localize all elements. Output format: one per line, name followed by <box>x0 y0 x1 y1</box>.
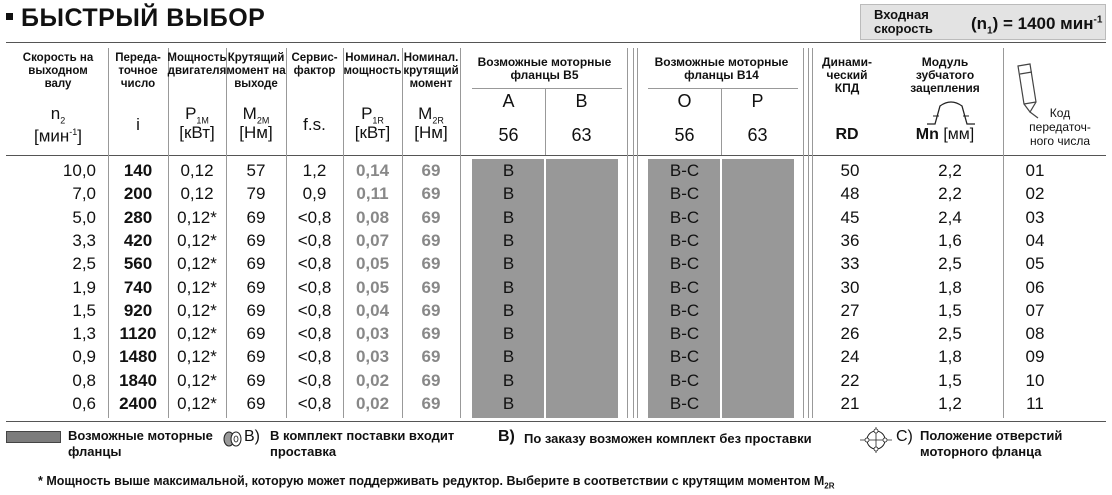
cell-n2: 1,3 <box>72 324 96 344</box>
header-b5-flanges: Возможные моторные фланцы B5 <box>477 55 612 82</box>
b14-size-p: 63 <box>747 125 768 145</box>
cell-p1r: 0,04 <box>355 300 390 320</box>
cell-p1m: 0,12* <box>177 347 217 367</box>
cell-fs: <0,8 <box>297 394 332 413</box>
col-divider <box>803 48 804 418</box>
cell-m2r: 69 <box>421 254 441 274</box>
symbol-p1r: $P_{1R}$ <box>361 104 384 126</box>
cell-i: 920 <box>123 300 153 320</box>
input-speed-box <box>860 4 1106 40</box>
cell-m2m: 69 <box>246 230 266 250</box>
cell-i: 420 <box>123 230 153 250</box>
cell-b5: B <box>502 184 515 204</box>
cell-p1m: 0,12* <box>177 254 217 274</box>
cell-p1m: 0,12 <box>180 161 214 180</box>
col-divider <box>460 48 461 418</box>
cell-n2: 7,0 <box>72 184 96 204</box>
gear-tooth-profile-icon <box>925 98 977 128</box>
cell-b14: B-C <box>669 161 700 180</box>
cell-mn: 1,5 <box>938 300 962 320</box>
page-title: БЫСТРЫЙ ВЫБОР <box>6 4 265 33</box>
cell-code: 01 <box>1025 161 1045 180</box>
cell-b14: B-C <box>669 347 700 367</box>
cell-m2m: 69 <box>246 277 266 297</box>
cell-mn: 2,5 <box>938 324 962 344</box>
cell-m2m: 79 <box>246 184 266 204</box>
cell-p1m: 0,12* <box>177 370 217 390</box>
cell-m2m: 57 <box>246 161 266 180</box>
cell-m2r: 69 <box>421 277 441 297</box>
legend-spacer-text: В комплект поставки входит проставка <box>270 428 455 459</box>
header-nominal-torque: Номинал. крутящий момент <box>403 52 459 90</box>
cell-mn: 1,8 <box>938 347 962 367</box>
cell-rd: 21 <box>840 394 860 413</box>
cell-rd: 27 <box>840 300 860 320</box>
cell-m2r: 69 <box>421 394 441 413</box>
symbol-mn: Mn [мм] <box>915 126 975 143</box>
bullet-square-icon <box>6 13 13 20</box>
cell-i: 1480 <box>119 347 157 367</box>
cell-m2r: 69 <box>421 324 441 344</box>
symbol-n2: $n_2$ <box>50 104 66 126</box>
cell-n2: 1,5 <box>72 300 96 320</box>
b14-col-o: O <box>677 91 692 111</box>
cell-i: 280 <box>123 207 153 227</box>
cell-m2r: 69 <box>421 161 441 180</box>
input-speed-value: $(n_1) = 1400$ мин$^{-1}$ <box>971 14 1103 37</box>
cell-rd: 36 <box>840 230 860 250</box>
pencil-icon <box>1010 60 1050 122</box>
symbol-p1m: $P_{1M}$ <box>185 104 209 126</box>
cell-n2: 10,0 <box>62 161 96 180</box>
cell-p1r: 0,03 <box>355 324 390 344</box>
legend-order-text: По заказу возможен комплект без проставки <box>524 431 812 446</box>
cell-code: 07 <box>1025 300 1045 320</box>
cell-b14: B-C <box>669 394 700 413</box>
spacer-icon <box>222 430 244 448</box>
col-divider <box>627 48 628 418</box>
cell-b14: B-C <box>669 324 700 344</box>
cell-m2m: 69 <box>246 324 266 344</box>
cell-rd: 26 <box>840 324 860 344</box>
b14-col-p: P <box>751 91 764 111</box>
cell-m2r: 69 <box>421 370 441 390</box>
header-efficiency: Динами- ческий КПД <box>821 55 873 95</box>
header-gear-module: Модуль зубчатого зацепления <box>910 55 980 95</box>
symbol-p1m-unit: [кВт] <box>179 123 215 142</box>
cell-n2: 5,0 <box>72 207 96 227</box>
cell-rd: 33 <box>840 254 860 274</box>
b5-col-a: A <box>502 91 515 111</box>
cell-b5: B <box>502 370 515 390</box>
cell-code: 03 <box>1025 207 1045 227</box>
cell-b5: B <box>502 324 515 344</box>
cell-m2m: 69 <box>246 207 266 227</box>
cell-mn: 1,2 <box>938 394 962 413</box>
cell-p1r: 0,07 <box>355 230 390 250</box>
cell-b5: B <box>502 254 515 274</box>
cell-fs: <0,8 <box>297 300 332 320</box>
header-output-speed: Скорость на выходном валу <box>22 52 94 90</box>
header-top-rule <box>6 42 1106 43</box>
flange-legend-swatch <box>6 431 61 443</box>
col-divider <box>633 48 634 418</box>
cell-m2r: 69 <box>421 300 441 320</box>
cell-p1m: 0,12* <box>177 300 217 320</box>
header-ratio: Переда- точное число <box>115 52 161 90</box>
cell-mn: 2,4 <box>938 207 962 227</box>
cell-i: 2400 <box>119 394 157 413</box>
legend-flanges: Возможные моторные фланцы <box>68 428 213 459</box>
cell-fs: <0,8 <box>297 347 332 367</box>
cell-i: 200 <box>123 184 153 204</box>
symbol-m2r-unit: [Нм] <box>414 123 448 142</box>
symbol-i: i <box>136 115 140 134</box>
input-speed-label: Входная скорость <box>874 7 933 36</box>
cell-b5: B <box>502 161 515 180</box>
cell-p1r: 0,05 <box>355 254 390 274</box>
cell-p1r: 0,02 <box>355 394 390 413</box>
header-b14-flanges: Возможные моторные фланцы B14 <box>654 55 789 82</box>
header-ratio-code: Код передаточ- ного числа <box>1029 106 1091 148</box>
cell-n2: 0,8 <box>72 370 96 390</box>
symbol-p1r-unit: [кВт] <box>354 123 391 142</box>
cell-p1m: 0,12* <box>177 324 217 344</box>
cell-m2m: 69 <box>246 394 266 413</box>
cell-mn: 1,5 <box>938 370 962 390</box>
cell-rd: 24 <box>840 347 860 367</box>
cell-mn: 1,6 <box>938 230 962 250</box>
cell-p1r: 0,02 <box>355 370 390 390</box>
cell-n2: 2,5 <box>72 254 96 274</box>
cell-mn: 2,2 <box>938 184 962 204</box>
header-motor-power: Мощность двигателя <box>167 52 227 77</box>
cell-fs: <0,8 <box>297 254 332 274</box>
cell-fs: 1,2 <box>302 161 327 180</box>
cell-i: 740 <box>123 277 153 297</box>
cell-p1r: 0,08 <box>355 207 390 227</box>
b5-subheader-rule <box>472 88 622 89</box>
cell-code: 04 <box>1025 230 1045 250</box>
cell-p1m: 0,12* <box>177 207 217 227</box>
cell-p1m: 0,12 <box>180 184 214 204</box>
cell-n2: 1,9 <box>72 277 96 297</box>
legend-holes-text: Положение отверстий моторного фланца <box>920 428 1063 459</box>
cell-code: 06 <box>1025 277 1045 297</box>
b14-flange-p-block <box>722 159 794 418</box>
symbol-m2m-unit: [Нм] <box>239 123 273 142</box>
cell-fs: <0,8 <box>297 277 332 297</box>
cell-b14: B-C <box>669 184 700 204</box>
cell-rd: 45 <box>840 207 860 227</box>
cell-p1r: 0,05 <box>355 277 390 297</box>
cell-i: 1120 <box>119 324 157 344</box>
cell-code: 02 <box>1025 184 1045 204</box>
cell-m2m: 69 <box>246 370 266 390</box>
cell-code: 09 <box>1025 347 1045 367</box>
cell-m2r: 69 <box>421 230 441 250</box>
cell-p1r: 0,14 <box>355 161 390 180</box>
cell-n2: 0,9 <box>72 347 96 367</box>
header-bottom-rule <box>6 155 1106 156</box>
cell-rd: 50 <box>840 161 860 180</box>
cell-i: 1840 <box>119 370 157 390</box>
cell-b5: B <box>502 300 515 320</box>
legend-holes-mark: C) <box>896 428 913 445</box>
cell-fs: <0,8 <box>297 230 332 250</box>
cell-code: 05 <box>1025 254 1045 274</box>
cell-p1m: 0,12* <box>177 394 217 413</box>
cell-p1r: 0,03 <box>355 347 390 367</box>
col-divider <box>808 48 809 418</box>
cell-fs: <0,8 <box>297 207 332 227</box>
cell-b5: B <box>502 347 515 367</box>
cell-b5: B <box>502 207 515 227</box>
cell-b5: B <box>502 394 515 413</box>
b14-size-o: 56 <box>674 125 695 145</box>
cell-mn: 2,5 <box>938 254 962 274</box>
cell-m2m: 69 <box>246 254 266 274</box>
cell-code: 11 <box>1026 394 1044 413</box>
cell-fs: 0,9 <box>302 184 327 204</box>
b5-size-b: 63 <box>571 125 592 145</box>
symbol-fs: f.s. <box>303 115 326 134</box>
cell-p1r: 0,11 <box>356 184 389 204</box>
cell-rd: 30 <box>840 277 860 297</box>
cell-rd: 48 <box>840 184 860 204</box>
header-output-torque: Крутящий момент на выходе <box>226 52 286 90</box>
cell-rd: 22 <box>840 370 860 390</box>
legend-spacer-mark: B) <box>244 428 260 445</box>
cell-fs: <0,8 <box>297 370 332 390</box>
cell-b14: B-C <box>669 254 700 274</box>
legend-order-mark: B) <box>498 428 515 445</box>
b5-col-b: B <box>575 91 588 111</box>
table-bottom-rule <box>6 421 1106 422</box>
cell-p1m: 0,12* <box>177 277 217 297</box>
cell-b14: B-C <box>669 207 700 227</box>
flange-holes-icon <box>858 426 894 454</box>
symbol-rd: RD <box>835 126 859 143</box>
cell-code: 08 <box>1025 324 1045 344</box>
cell-b5: B <box>502 277 515 297</box>
col-divider <box>637 48 638 418</box>
cell-fs: <0,8 <box>297 324 332 344</box>
cell-b5: B <box>502 230 515 250</box>
cell-i: 560 <box>123 254 153 274</box>
cell-m2m: 69 <box>246 347 266 367</box>
cell-b14: B-C <box>669 230 700 250</box>
cell-n2: 0,6 <box>72 394 96 413</box>
cell-code: 10 <box>1025 370 1045 390</box>
cell-b14: B-C <box>669 300 700 320</box>
header-service-factor: Сервис- фактор <box>291 52 338 77</box>
footnote: * Мощность выше максимальной, которую может поддерживать редуктор. Выберите в соответствии с крутящим моментом $M_{2R}$ <box>38 474 835 491</box>
cell-n2: 3,3 <box>72 230 96 250</box>
cell-m2r: 69 <box>421 184 441 204</box>
cell-m2m: 69 <box>246 300 266 320</box>
cell-b14: B-C <box>669 277 700 297</box>
cell-p1m: 0,12* <box>177 230 217 250</box>
cell-i: 140 <box>123 161 153 180</box>
symbol-m2r: $M_{2R}$ <box>418 104 444 126</box>
cell-m2r: 69 <box>421 207 441 227</box>
cell-mn: 2,2 <box>938 161 962 180</box>
cell-mn: 1,8 <box>938 277 962 297</box>
header-nominal-power: Номинал. мощность <box>343 52 402 77</box>
symbol-n2-unit: [мин$^{-1}$] <box>33 126 83 146</box>
symbol-m2m: $M_{2M}$ <box>242 104 270 126</box>
b5-flange-b-block <box>546 159 618 418</box>
cell-b14: B-C <box>669 370 700 390</box>
b5-size-a: 56 <box>498 125 519 145</box>
b14-subheader-rule <box>648 88 798 89</box>
cell-m2r: 69 <box>421 347 441 367</box>
